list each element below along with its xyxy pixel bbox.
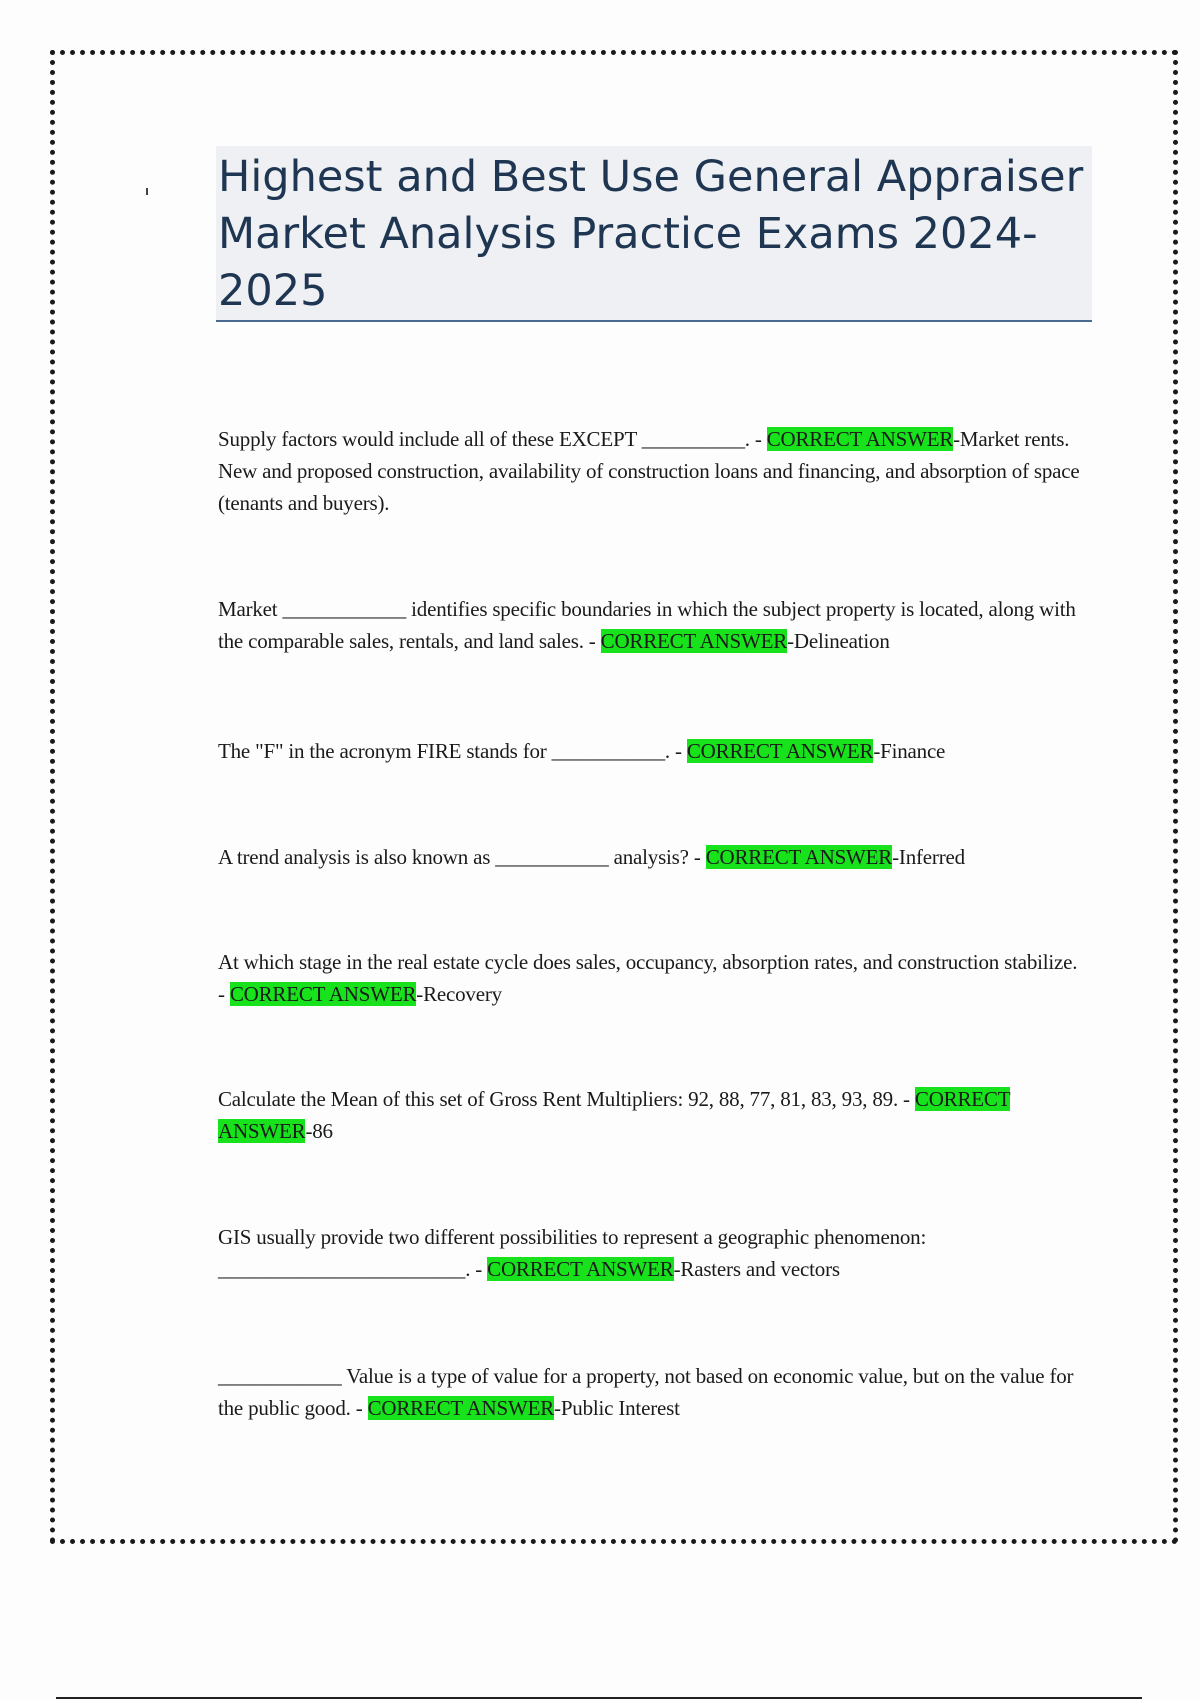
correct-answer-label: CORRECT ANSWER xyxy=(218,1087,1011,1143)
answer-text: -Recovery xyxy=(416,982,502,1006)
question-prompt: GIS usually provide two different possibilities to represent a geographic phenomenon: ________________________. - xyxy=(218,1225,927,1281)
answer-text: -Rasters and vectors xyxy=(673,1257,840,1281)
question-item xyxy=(218,735,1088,767)
correct-answer-label: CORRECT ANSWER xyxy=(686,739,874,763)
question-prompt: Calculate the Mean of this set of Gross Rent Multipliers: 92, 88, 77, 81, 83, 93, 89. - xyxy=(218,1087,915,1111)
correct-answer-label: CORRECT ANSWER xyxy=(705,845,893,869)
question-prompt: At which stage in the real estate cycle does sales, occupancy, absorption rates, and construction stabilize. - xyxy=(218,950,1078,1006)
answer-text: -Public Interest xyxy=(554,1396,680,1420)
question-item xyxy=(218,841,1088,873)
question-item xyxy=(218,946,1088,1010)
question-prompt: The "F" in the acronym FIRE stands for ___________. - xyxy=(218,739,687,763)
answer-text: -Inferred xyxy=(892,845,965,869)
correct-answer-label: CORRECT ANSWER xyxy=(766,427,954,451)
title-block xyxy=(216,146,1092,322)
question-prompt: ____________ Value is a type of value for a property, not based on economic value, but on the value for the public good. - xyxy=(218,1364,1074,1420)
answer-text: -Delineation xyxy=(787,629,890,653)
document-title: Highest and Best Use General Appraiser Market Analysis Practice Exams 2024-2025 xyxy=(218,152,1084,316)
question-item xyxy=(218,1083,1088,1147)
question-item xyxy=(218,423,1088,519)
question-prompt: Market ____________ identifies specific boundaries in which the subject property is located, along with the comparable sales, rentals, and land sales. - xyxy=(218,597,1076,653)
question-prompt: A trend analysis is also known as ___________ analysis? - xyxy=(218,845,706,869)
correct-answer-label: CORRECT ANSWER xyxy=(367,1396,555,1420)
answer-text: -Market rents. New and proposed construction, availability of construction loans and financing, and absorption of space (tenants and buyers). xyxy=(218,427,1080,515)
answer-text: -86 xyxy=(305,1119,333,1143)
correct-answer-label: CORRECT ANSWER xyxy=(600,629,788,653)
answer-text: -Finance xyxy=(873,739,946,763)
question-item xyxy=(218,593,1088,657)
correct-answer-label: CORRECT ANSWER xyxy=(229,982,417,1006)
question-item xyxy=(218,1221,1088,1285)
question-prompt: Supply factors would include all of these EXCEPT __________. - xyxy=(218,427,767,451)
question-item xyxy=(218,1360,1088,1424)
correct-answer-label: CORRECT ANSWER xyxy=(487,1257,674,1281)
footer-rule xyxy=(56,1697,1142,1699)
margin-mark xyxy=(146,188,148,195)
